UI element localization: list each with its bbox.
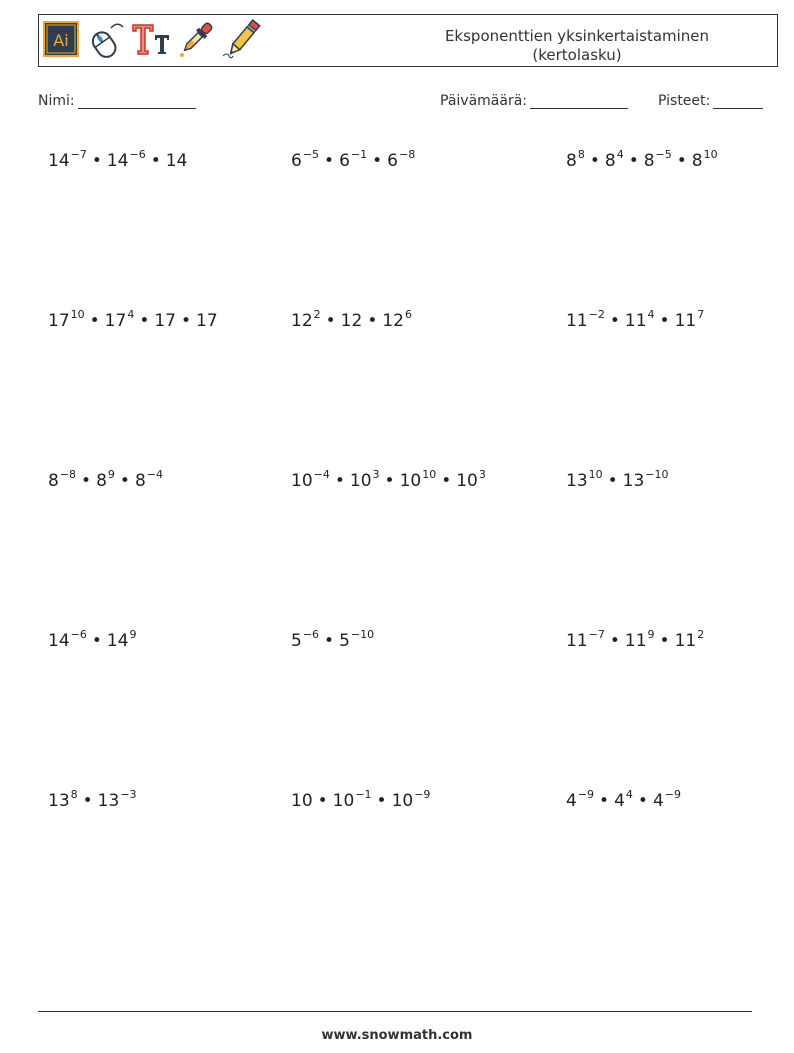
base: 17 xyxy=(48,311,70,331)
score-label: Pisteet: xyxy=(658,93,711,109)
multiply-dot: • xyxy=(139,311,150,331)
multiply-dot: • xyxy=(637,791,648,811)
exponent: 10 xyxy=(422,468,437,481)
base: 6 xyxy=(387,151,398,171)
base: 8 xyxy=(691,151,703,171)
exponent: −10 xyxy=(645,468,669,481)
base: 11 xyxy=(624,311,647,331)
multiply-dot: • xyxy=(599,791,610,811)
exponent: 6 xyxy=(404,308,412,321)
base: 4 xyxy=(566,791,577,811)
mouse-icon xyxy=(85,19,125,63)
exponent: 7 xyxy=(697,308,705,321)
multiply-dot: • xyxy=(180,311,192,331)
multiply-dot: • xyxy=(91,631,102,651)
base: 12 xyxy=(382,311,404,331)
base: 17 xyxy=(154,311,176,331)
problem-7 xyxy=(48,470,163,494)
title-line-1: Eksponenttien yksinkertaistaminen xyxy=(444,27,710,45)
exponent: 10 xyxy=(588,468,603,481)
exponent: −10 xyxy=(350,628,375,641)
base: 13 xyxy=(97,791,120,811)
multiply-dot: • xyxy=(384,471,395,491)
header-icons xyxy=(43,19,261,63)
base: 8 xyxy=(48,471,59,491)
base: 13 xyxy=(48,791,70,811)
exponent: 8 xyxy=(577,148,585,161)
multiply-dot: • xyxy=(607,471,618,491)
multiply-dot: • xyxy=(441,471,452,491)
base: 13 xyxy=(566,471,588,491)
exponent: −9 xyxy=(664,788,681,801)
base: 14 xyxy=(48,151,70,171)
exponent: −7 xyxy=(70,148,87,161)
exponent: −8 xyxy=(59,468,77,481)
score-field[interactable] xyxy=(658,93,763,109)
base: 13 xyxy=(622,471,645,491)
name-field[interactable] xyxy=(38,93,196,109)
problem-4 xyxy=(48,310,218,334)
date-line[interactable] xyxy=(530,94,628,109)
base: 14 xyxy=(48,631,70,651)
exponent: −1 xyxy=(350,148,368,161)
base: 11 xyxy=(566,311,588,331)
base: 10 xyxy=(456,471,478,491)
base: 11 xyxy=(674,311,697,331)
problem-14 xyxy=(291,790,430,814)
base: 4 xyxy=(652,791,664,811)
exponent: 3 xyxy=(478,468,486,481)
student-info-row xyxy=(38,93,770,115)
problem-12 xyxy=(566,630,704,654)
multiply-dot: • xyxy=(150,151,161,171)
base: 8 xyxy=(604,151,616,171)
exponent: 3 xyxy=(372,468,380,481)
exponent: 2 xyxy=(697,628,705,641)
multiply-dot: • xyxy=(659,631,670,651)
multiply-dot: • xyxy=(372,151,383,171)
illustrator-icon xyxy=(43,21,79,61)
multiply-dot: • xyxy=(628,151,639,171)
base: 8 xyxy=(134,471,146,491)
base: 17 xyxy=(104,311,127,331)
problem-15 xyxy=(566,790,681,814)
problem-13 xyxy=(48,790,137,814)
exponent: −6 xyxy=(70,628,87,641)
exponent: 4 xyxy=(127,308,135,321)
exponent: −1 xyxy=(355,788,372,801)
exponent: 2 xyxy=(313,308,321,321)
problem-9 xyxy=(566,470,669,494)
multiply-dot: • xyxy=(676,151,687,171)
multiply-dot: • xyxy=(89,311,100,331)
base: 14 xyxy=(106,631,129,651)
multiply-dot: • xyxy=(609,311,620,331)
base: 12 xyxy=(340,311,363,331)
base: 10 xyxy=(399,471,422,491)
base: 11 xyxy=(566,631,588,651)
multiply-dot: • xyxy=(609,631,620,651)
name-label: Nimi: xyxy=(38,93,75,109)
base: 10 xyxy=(349,471,372,491)
exponent: −3 xyxy=(120,788,137,801)
footer-url: www.snowmath.com xyxy=(321,1028,473,1043)
title-line-2: (kertolasku) xyxy=(532,46,622,64)
multiply-dot: • xyxy=(367,311,378,331)
base: 8 xyxy=(96,471,107,491)
base: 8 xyxy=(643,151,655,171)
base: 10 xyxy=(332,791,355,811)
base: 10 xyxy=(291,791,313,811)
exponent: −9 xyxy=(577,788,595,801)
name-line[interactable] xyxy=(78,94,196,109)
base: 6 xyxy=(291,151,302,171)
base: 14 xyxy=(106,151,129,171)
exponent: 9 xyxy=(107,468,115,481)
problem-5 xyxy=(291,310,412,334)
base: 12 xyxy=(291,311,313,331)
exponent: −5 xyxy=(302,148,320,161)
problem-10 xyxy=(48,630,137,654)
exponent: 10 xyxy=(703,148,718,161)
problem-1 xyxy=(48,150,187,174)
multiply-dot: • xyxy=(324,151,335,171)
multiply-dot: • xyxy=(317,791,328,811)
base: 8 xyxy=(566,151,577,171)
date-field[interactable] xyxy=(440,93,628,109)
exponent: −8 xyxy=(398,148,416,161)
multiply-dot: • xyxy=(82,791,93,811)
date-label: Päivämäärä: xyxy=(440,93,527,109)
multiply-dot: • xyxy=(334,471,345,491)
base: 5 xyxy=(291,631,302,651)
exponent: −7 xyxy=(588,628,605,641)
exponent: 4 xyxy=(647,308,655,321)
problem-8 xyxy=(291,470,486,494)
problem-11 xyxy=(291,630,374,654)
exponent: 4 xyxy=(625,788,633,801)
exponent: 10 xyxy=(70,308,85,321)
problem-2 xyxy=(291,150,415,174)
illustrator-icon-text: Ai xyxy=(53,31,69,50)
problem-3 xyxy=(566,150,718,174)
exponent: 4 xyxy=(616,148,624,161)
eyedropper-icon xyxy=(177,19,215,63)
exponent: −5 xyxy=(655,148,672,161)
exponent: −6 xyxy=(129,148,146,161)
score-line[interactable] xyxy=(713,94,763,109)
exponent: −4 xyxy=(146,468,163,481)
multiply-dot: • xyxy=(325,311,336,331)
worksheet-header xyxy=(38,14,778,67)
exponent: −2 xyxy=(588,308,605,321)
base: 4 xyxy=(614,791,625,811)
multiply-dot: • xyxy=(91,151,102,171)
base: 6 xyxy=(339,151,350,171)
multiply-dot: • xyxy=(589,151,600,171)
multiply-dot: • xyxy=(324,631,335,651)
problem-6 xyxy=(566,310,704,334)
base: 10 xyxy=(291,471,313,491)
base: 11 xyxy=(624,631,647,651)
footer-divider xyxy=(38,1011,752,1012)
worksheet-title xyxy=(427,27,727,65)
base: 14 xyxy=(165,151,188,171)
base: 17 xyxy=(196,311,218,331)
exponent: −6 xyxy=(302,628,320,641)
exponent: 9 xyxy=(129,628,137,641)
text-size-icon xyxy=(131,21,171,61)
multiply-dot: • xyxy=(659,311,670,331)
base: 5 xyxy=(339,631,350,651)
exponent: −4 xyxy=(313,468,330,481)
exponent: 8 xyxy=(70,788,78,801)
exponent: −9 xyxy=(414,788,431,801)
exponent: 9 xyxy=(647,628,655,641)
base: 10 xyxy=(391,791,414,811)
pencil-icon xyxy=(221,18,261,64)
multiply-dot: • xyxy=(376,791,387,811)
multiply-dot: • xyxy=(81,471,92,491)
multiply-dot: • xyxy=(119,471,130,491)
base: 11 xyxy=(674,631,697,651)
